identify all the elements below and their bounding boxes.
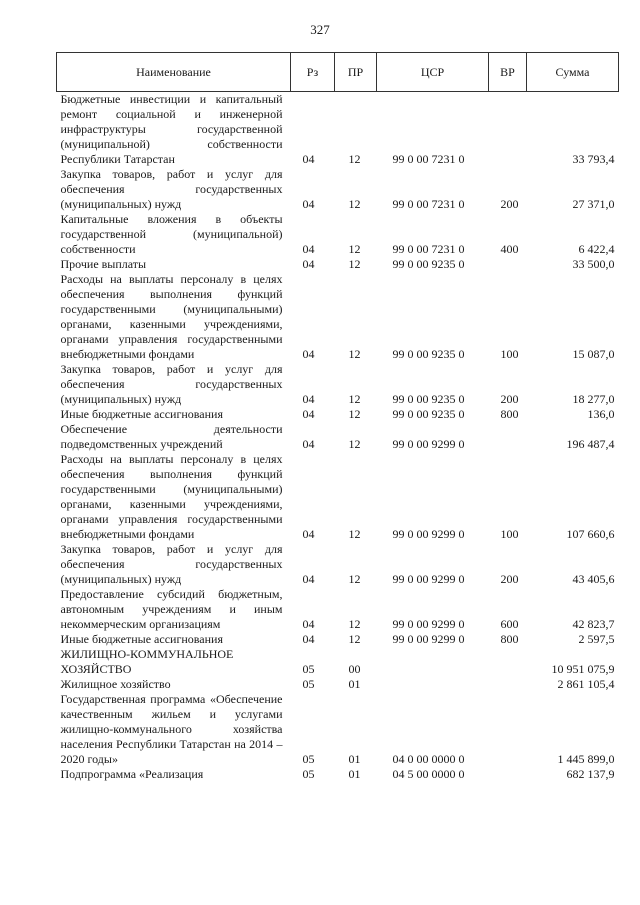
row-csr: 99 0 00 9299 0 [392,572,465,586]
row-rz: 04 [302,527,315,541]
table-row [57,407,619,422]
row-vr: 800 [500,407,519,421]
row-vr: 200 [500,197,519,211]
row-rz: 04 [302,242,315,256]
row-csr: 99 0 00 9235 0 [392,257,465,271]
row-vr: 600 [500,617,519,631]
row-csr: 99 0 00 9235 0 [392,347,465,361]
row-csr: 99 0 00 7231 0 [392,152,465,166]
table-row [57,692,619,767]
row-rz: 04 [302,572,315,586]
row-vr: 800 [500,632,519,646]
header-csr: ЦСР [377,53,489,92]
table-row [57,452,619,542]
row-pr: 01 [348,677,361,691]
row-csr [377,677,489,692]
row-name: Закупка товаров, работ и услуг для обеспечения государственных (муниципальных) нужд [60,362,283,406]
row-csr: 99 0 00 9299 0 [392,617,465,631]
row-csr: 99 0 00 7231 0 [392,197,465,211]
row-csr: 04 0 00 0000 0 [392,752,465,766]
row-pr: 12 [348,242,361,256]
row-csr: 99 0 00 9235 0 [392,392,465,406]
row-vr: 100 [500,527,519,541]
row-sum: 15 087,0 [572,347,615,361]
table-row [57,167,619,212]
row-rz: 05 [302,767,315,781]
row-sum: 136,0 [587,407,615,421]
row-sum: 107 660,6 [566,527,615,541]
row-sum: 1 445 899,0 [557,752,615,766]
header-vr: ВР [489,53,527,92]
table-row [57,362,619,407]
row-pr: 12 [348,437,361,451]
row-pr: 12 [348,527,361,541]
header-name: Наименование [57,53,291,92]
row-name: Обеспечение деятельности подведомственных учреждений [60,422,283,451]
table-row [57,767,619,782]
header-rz: Рз [291,53,335,92]
table-row [57,542,619,587]
row-rz: 04 [302,437,315,451]
row-vr [489,677,527,692]
header-pr: ПР [335,53,377,92]
row-pr: 01 [348,767,361,781]
row-csr: 99 0 00 7231 0 [392,242,465,256]
row-rz: 04 [302,392,315,406]
table-row [57,677,619,692]
row-rz: 04 [302,152,315,166]
table-row [57,632,619,647]
row-rz: 04 [302,197,315,211]
row-vr [489,257,527,272]
table-row [57,212,619,257]
row-sum: 43 405,6 [572,572,615,586]
table-row [57,272,619,362]
row-csr: 99 0 00 9235 0 [392,407,465,421]
row-rz: 04 [302,632,315,646]
table-header [57,53,619,92]
row-sum: 33 793,4 [572,152,615,166]
row-rz: 04 [302,347,315,361]
row-pr: 12 [348,617,361,631]
row-name: Закупка товаров, работ и услуг для обеспечения государственных (муниципальных) нужд [60,542,283,586]
row-csr [377,647,489,677]
row-vr: 200 [500,572,519,586]
row-name: Подпрограмма «Реализация [60,767,204,781]
row-name: Закупка товаров, работ и услуг для обеспечения государственных (муниципальных) нужд [60,167,283,211]
page-number: 327 [310,22,330,37]
row-rz: 05 [302,662,315,676]
row-vr: 200 [500,392,519,406]
row-rz: 05 [302,752,315,766]
row-pr: 12 [348,407,361,421]
table-row [57,257,619,272]
row-name: Иные бюджетные ассигнования [60,407,223,421]
row-rz: 04 [302,257,315,271]
row-name: Предоставление субсидий бюджетным, автономным учреждениям и иным некоммерческим организациям [60,587,283,631]
table-body [57,92,619,783]
row-sum: 2 597,5 [578,632,615,646]
row-pr: 01 [348,752,361,766]
row-name: ЖИЛИЩНО-КОММУНАЛЬНОЕ ХОЗЯЙСТВО [60,647,234,676]
row-csr: 99 0 00 9299 0 [392,632,465,646]
row-pr: 12 [348,152,361,166]
row-sum: 196 487,4 [566,437,615,451]
row-csr: 04 5 00 0000 0 [392,767,465,781]
row-pr: 12 [348,257,361,271]
row-sum: 2 861 105,4 [557,677,615,691]
row-name: Расходы на выплаты персоналу в целях обеспечения выполнения функций государственными (муниципальными) органами, казенными учреждениями, органами управления государственными внебюджетными фондами [60,452,283,541]
row-vr [489,692,527,767]
row-sum: 27 371,0 [572,197,615,211]
table-row [57,92,619,168]
row-pr: 12 [348,572,361,586]
row-vr [489,92,527,168]
row-vr: 400 [500,242,519,256]
row-name: Расходы на выплаты персоналу в целях обеспечения выполнения функций государственными (муниципальными) органами, казенными учреждениями, органами управления государственными внебюджетными фондами [60,272,283,361]
row-name: Жилищное хозяйство [60,677,171,691]
row-sum: 6 422,4 [578,242,615,256]
row-pr: 12 [348,197,361,211]
row-vr [489,422,527,452]
row-sum: 682 137,9 [566,767,615,781]
row-rz: 04 [302,617,315,631]
table-row [57,587,619,632]
row-csr: 99 0 00 9299 0 [392,437,465,451]
row-rz: 04 [302,407,315,421]
row-pr: 12 [348,632,361,646]
row-csr: 99 0 00 9299 0 [392,527,465,541]
row-pr: 00 [348,662,361,676]
budget-table [56,52,619,782]
header-sum: Сумма [527,53,619,92]
row-sum: 10 951 075,9 [551,662,615,676]
row-pr: 12 [348,347,361,361]
row-vr [489,767,527,782]
row-rz: 05 [302,677,315,691]
row-sum: 18 277,0 [572,392,615,406]
row-name: Государственная программа «Обеспечение качественным жильем и услугами жилищно-коммунального хозяйства населения Республики Татарстан на 2014 – 2020 годы» [60,692,283,766]
row-name: Иные бюджетные ассигнования [60,632,223,646]
table-row [57,647,619,677]
row-sum: 33 500,0 [572,257,615,271]
row-sum: 42 823,7 [572,617,615,631]
table-row [57,422,619,452]
row-name: Прочие выплаты [60,257,147,271]
row-vr: 100 [500,347,519,361]
row-pr: 12 [348,392,361,406]
row-vr [489,647,527,677]
row-name: Капитальные вложения в объекты государственной (муниципальной) собственности [60,212,283,256]
row-name: Бюджетные инвестиции и капитальный ремонт социальной и инженерной инфраструктуры государственной (муниципальной) собственности Республики Татарстан [60,92,283,166]
